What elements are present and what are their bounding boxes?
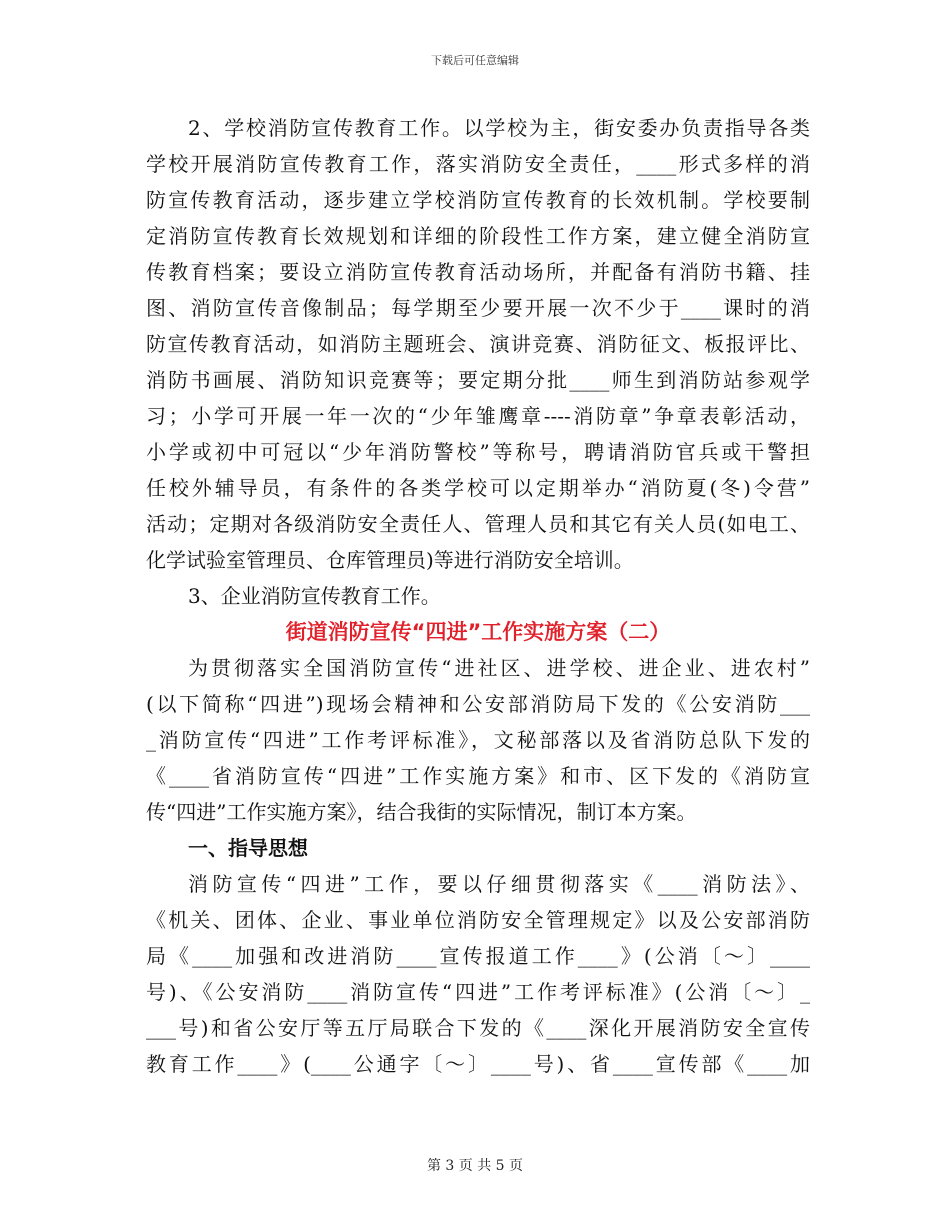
guiding-ideology-paragraph (146, 866, 810, 1082)
paragraph-line: 防宣传教育活动，如消防主题班会、演讲竞赛、消防征文、板报评比、 (146, 332, 810, 356)
paragraph-line: 防宣传教育活动，逐步建立学校消防宣传教育的长效机制。学校要制 (146, 188, 810, 212)
paragraph-line: 2、学校消防宣传教育工作。以学校为主，街安委办负责指导各类 (188, 116, 810, 140)
paragraph-line: 任校外辅导员，有条件的各类学校可以定期举办“消防夏(冬)令营” (146, 476, 810, 500)
paragraph-line: 教育工作____》(____公通字〔～〕____号)、省____宣传部《____加 (146, 1052, 810, 1076)
paragraph-line: 图、消防宣传音像制品；每学期至少要开展一次不少于____课时的消 (146, 296, 810, 320)
paragraph-line: (以下简称“四进”)现场会精神和公安部消防局下发的《公安消防___ (146, 692, 810, 716)
paragraph-line: 习；小学可开展一年一次的“少年雏鹰章----消防章”争章表彰活动， (146, 404, 810, 428)
paragraph-line: 《____省消防宣传“四进”工作实施方案》和市、区下发的《消防宣 (146, 764, 810, 788)
school-fire-education-paragraph (146, 110, 810, 578)
paragraph-line: 定消防宣传教育长效规划和详细的阶段性工作方案，建立健全消防宣 (146, 224, 810, 248)
document-body (146, 110, 810, 1082)
paragraph-line: 消防书画展、消防知识竞赛等；要定期分批____师生到消防站参观学 (146, 368, 810, 392)
paragraph-line: _消防宣传“四进”工作考评标准》，文秘部落以及省消防总队下发的 (146, 728, 810, 752)
paragraph-line: 传“四进”工作实施方案》，结合我街的实际情况，制订本方案。 (146, 800, 697, 824)
intro-paragraph (146, 650, 810, 830)
paragraph-line: 化学试验室管理员、仓库管理员)等进行消防安全培训。 (146, 548, 634, 572)
paragraph-line: 活动；定期对各级消防安全责任人、管理人员和其它有关人员(如电工、 (146, 512, 810, 536)
paragraph-line: 局《____加强和改进消防____宣传报道工作____》(公消〔～〕____ (146, 944, 810, 968)
paragraph-line: 学校开展消防宣传教育工作，落实消防安全责任，____形式多样的消 (146, 152, 810, 176)
page-header: 下载后可任意编辑 (431, 54, 519, 67)
enterprise-fire-education-item: 3、企业消防宣传教育工作。 (188, 584, 441, 608)
paragraph-line: 小学或初中可冠以“少年消防警校”等称号，聘请消防官兵或干警担 (146, 440, 810, 464)
page-footer: 第 3 页 共 5 页 (426, 1158, 524, 1174)
document-title: 街道消防宣传“四进”工作实施方案（二） (285, 620, 671, 644)
paragraph-line: 传教育档案；要设立消防宣传教育活动场所，并配备有消防书籍、挂 (146, 260, 810, 284)
paragraph-line: ___号)和省公安厅等五厅局联合下发的《____深化开展消防安全宣传 (146, 1016, 810, 1040)
paragraph-line: 消防宣传“四进”工作，要以仔细贯彻落实《____消防法》、 (188, 872, 810, 896)
paragraph-line: 为贯彻落实全国消防宣传“进社区、进学校、进企业、进农村” (188, 656, 810, 680)
paragraph-line: 《机关、团体、企业、事业单位消防安全管理规定》以及公安部消防 (146, 908, 810, 932)
paragraph-line: 号)、《公安消防____消防宣传“四进”工作考评标准》(公消〔～〕_ (146, 980, 810, 1004)
section-heading: 一、指导思想 (188, 836, 308, 860)
